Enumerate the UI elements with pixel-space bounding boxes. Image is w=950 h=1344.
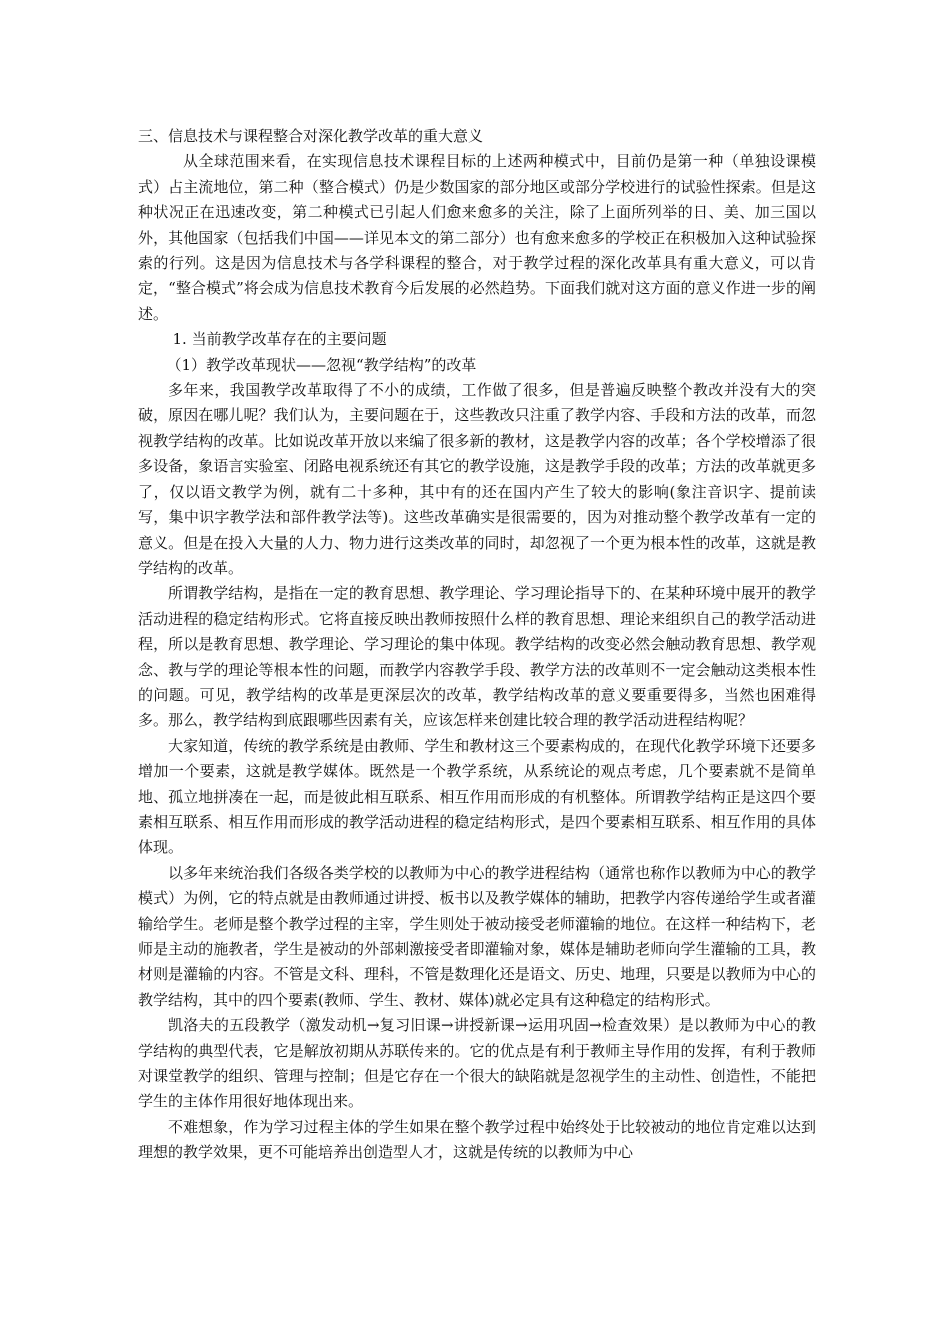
paragraph-teaching-structure: 所谓教学结构，是指在一定的教育思想、教学理论、学习理论指导下的、在某种环境中展开的教学活动进程的稳定结构形式。它将直接反映出教师按照什么样的教育思想、理论来组织自己的教学活动进程，所以是教育思想、教学理论、学习理论的集中体现。教学结构的改变必然会触动教育思想、教学观念、教与学的理论等根本性的问题，而教学内容教学手段、教学方法的改革则不一定会触动这类根本性的问题。可见，教学结构的改革是更深层次的改革，教学结构改革的意义要重要得多，当然也困难得多。那么，教学结构到底跟哪些因素有关，应该怎样来创建比较合理的教学活动进程结构呢？	[138, 584, 816, 730]
paragraph-kairov: 凯洛夫的五段教学（激发动机→复习旧课→讲授新课→运用巩固→检查效果）是以教师为中心的教学结构的典型代表，它是解放初期从苏联传来的。它的优点是有利于教师主导作用的发挥，有利于教师对课堂教学的组织、管理与控制；但是它存在一个很大的缺陷就是忽视学生的主动性、创造性，不能把学生的主体作用很好地体现出来。	[138, 1016, 816, 1111]
document-page	[138, 124, 816, 1166]
paragraph-conclusion: 不难想象，作为学习过程主体的学生如果在整个教学过程中始终处于比较被动的地位肯定难以达到理想的教学效果，更不可能培养出创造型人才，这就是传统的以教师为中心	[138, 1117, 816, 1162]
paragraph-reform-achievements: 多年来，我国教学改革取得了不小的成绩，工作做了很多，但是普遍反映整个教改并没有大的突破，原因在哪儿呢？我们认为，主要问题在于，这些教改只注重了教学内容、手段和方法的改革，而忽视教学结构的改革。比如说改革开放以来编了很多新的教材，这是教学内容的改革；各个学校增添了很多设备，象语言实验室、闭路电视系统还有其它的教学设施，这是教学手段的改革；方法的改革就更多了，仅以语文教学为例，就有二十多种，其中有的还在国内产生了较大的影响(象注音识字、提前读写，集中识字教学法和部件教学法等)。这些改革确实是很需要的，因为对推动整个教学改革有一定的意义。但是在投入大量的人力、物力进行这类改革的同时，却忽视了一个更为根本性的改革，这就是教学结构的改革。	[138, 381, 816, 577]
subheading-reform-status: （1）教学改革现状——忽视“教学结构”的改革	[166, 355, 477, 374]
section-heading: 三、信息技术与课程整合对深化教学改革的重大意义	[138, 127, 484, 145]
paragraph-teacher-centered: 以多年来统治我们各级各类学校的以教师为中心的教学进程结构（通常也称作以教师为中心的教学模式）为例，它的特点就是由教师通过讲授、板书以及教学媒体的辅助，把教学内容传递给学生或者灌输给学生。老师是整个教学过程的主宰，学生则处于被动接受老师灌输的地位。在这样一种结构下，老师是主动的施教者，学生是被动的外部刺激接受者即灌输对象，媒体是辅助老师向学生灌输的工具，教材则是灌输的内容。不管是文科、理科，不管是数理化还是语文、历史、地理，只要是以教师为中心的教学结构，其中的四个要素(教师、学生、教材、媒体)就必定具有这种稳定的结构形式。	[138, 863, 816, 1009]
subheading-main-problems: 1. 当前教学改革存在的主要问题	[172, 330, 387, 349]
paragraph-intro: 从全球范围来看，在实现信息技术课程目标的上述两种模式中，目前仍是第一种（单独设课模式）占主流地位，第二种（整合模式）仍是少数国家的部分地区或部分学校进行的试验性探索。但是这种状况正在迅速改变，第二种模式已引起人们愈来愈多的关注，除了上面所列举的日、美、加三国以外，其他国家（包括我们中国——详见本文的第二部分）也有愈来愈多的学校正在积极加入这种试验探索的行列。这是因为信息技术与各学科课程的整合，对于教学过程的深化改革具有重大意义，可以肯定，“整合模式”将会成为信息技术教育今后发展的必然趋势。下面我们就对这方面的意义作进一步的阐述。	[138, 152, 816, 323]
paragraph-four-elements: 大家知道，传统的教学系统是由教师、学生和教材这三个要素构成的，在现代化教学环境下还要多增加一个要素，这就是教学媒体。既然是一个教学系统，从系统论的观点考虑，几个要素就不是简单地、孤立地拼凑在一起，而是彼此相互联系、相互作用而形成的有机整体。所谓教学结构正是这四个要素相互联系、相互作用而形成的教学活动进程的稳定结构形式，是四个要素相互联系、相互作用的具体体现。	[138, 736, 816, 857]
